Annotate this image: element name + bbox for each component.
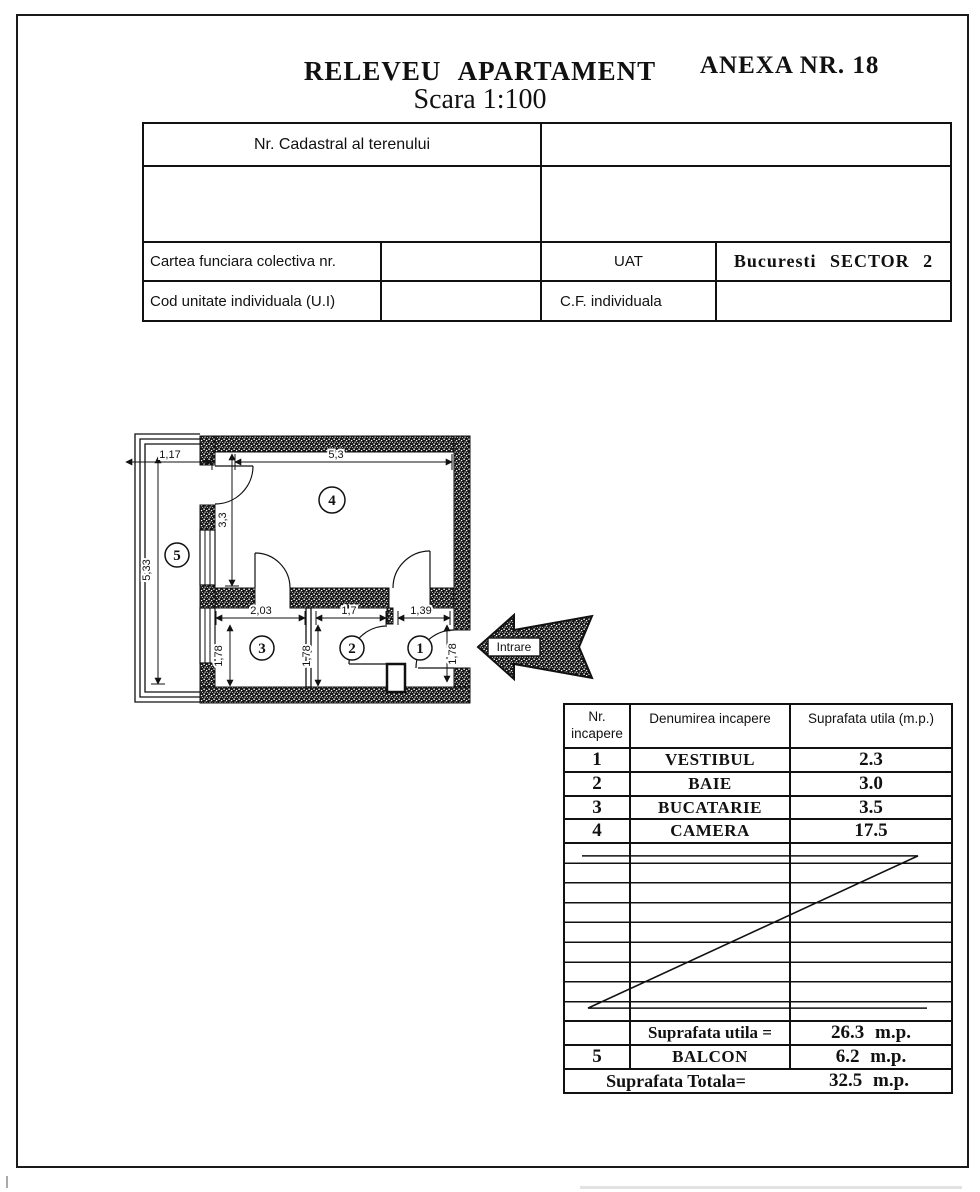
table-row	[565, 773, 951, 797]
utila-value: 26.3 m.p.	[831, 1022, 911, 1043]
dim-baie-height: 1,78	[301, 645, 313, 667]
room-marker-3	[250, 636, 274, 660]
page-title: RELEVEU APARTAMENT	[303, 56, 657, 86]
row-name: BUCATARIE	[631, 797, 791, 818]
balcon-nr: 5	[565, 1046, 631, 1068]
dimension-ticks	[135, 454, 452, 684]
camera-door	[393, 551, 430, 588]
row-nr: 1	[565, 749, 631, 771]
totala-value: 32.5 m.p.	[829, 1070, 909, 1091]
cartea-funciara-value-cell	[382, 243, 542, 282]
dim-camera-height: 3,3	[217, 512, 229, 528]
svg-text:1: 1	[416, 641, 424, 657]
row-name: CAMERA	[631, 820, 791, 842]
svg-text:5: 5	[173, 548, 181, 564]
cadastral-value-cell	[542, 124, 950, 167]
svg-text:4: 4	[328, 493, 336, 509]
areas-header-row	[565, 705, 951, 749]
balcony-door	[215, 466, 253, 504]
row-nr: 4	[565, 820, 631, 842]
table-row	[565, 749, 951, 773]
cf-individuala-label-cell: C.F. individuala	[542, 282, 717, 320]
bucatarie-door	[255, 553, 290, 588]
dim-balcony-height: 5,33	[141, 559, 153, 581]
row-area: 17.5	[854, 820, 888, 841]
totala-label: Suprafata Totala=	[606, 1070, 746, 1091]
uat-value-cell: Bucuresti SECTOR 2	[717, 243, 950, 282]
cancellation-z-line	[565, 844, 951, 1020]
balcon-row	[565, 1046, 951, 1070]
empty-row-right-cell	[542, 167, 950, 243]
room-areas-table	[563, 703, 953, 1094]
entrance-arrow	[478, 615, 592, 679]
header-suprafata: Suprafata utila (m.p.)	[807, 711, 935, 726]
room-marker-1	[408, 636, 432, 660]
scan-artifact	[580, 1186, 962, 1189]
dim-baie-width: 1,7	[341, 605, 357, 617]
cf-individuala-value-cell	[717, 282, 950, 320]
header-nr-incapere: Nr. incapere	[565, 705, 631, 747]
scale-subtitle: Scara 1:100	[413, 84, 547, 115]
room-marker-2	[340, 636, 364, 660]
table-row	[565, 820, 951, 844]
row-area: 3.0	[859, 773, 883, 794]
cadastral-label-cell: Nr. Cadastral al terenului	[144, 124, 542, 167]
room-marker-5	[165, 543, 189, 567]
cod-unitate-value-cell	[382, 282, 542, 320]
dim-bucatarie-width: 2,03	[250, 605, 272, 617]
dim-vestibul-height: 1,78	[447, 643, 459, 665]
annex-number: ANEXA NR. 18	[700, 52, 880, 79]
table-row	[565, 797, 951, 820]
room-marker-4	[319, 487, 345, 513]
row-area: 3.5	[859, 796, 883, 818]
cartea-funciara-label-cell: Cartea funciara colectiva nr.	[144, 243, 382, 282]
window-upper	[200, 530, 215, 585]
suprafata-totala-row	[565, 1070, 951, 1092]
utila-empty-cell	[565, 1022, 631, 1044]
empty-row-left-cell	[144, 167, 542, 243]
row-name: BAIE	[631, 773, 791, 795]
balcon-name: BALCON	[631, 1046, 791, 1068]
svg-text:2: 2	[348, 641, 356, 657]
suprafata-utila-row	[565, 1022, 951, 1046]
entrance-label: Intrare	[496, 640, 532, 654]
balcon-value: 6.2 m.p.	[835, 1046, 907, 1067]
blank-ruled-section	[565, 844, 951, 1022]
svg-text:3: 3	[258, 641, 266, 657]
row-area: 2.3	[859, 749, 883, 770]
header-denumirea: Denumirea incapere	[631, 705, 791, 747]
row-name: VESTIBUL	[631, 749, 791, 771]
dim-camera-width: 5,3	[328, 449, 344, 461]
floor-plan	[118, 418, 608, 718]
scan-artifact	[6, 1176, 8, 1188]
dim-bucatarie-height: 1,78	[213, 645, 225, 667]
dim-vestibul-width: 1,39	[410, 605, 432, 617]
uat-label-cell: UAT	[542, 243, 717, 282]
row-nr: 2	[565, 773, 631, 795]
dimension-lines	[126, 454, 452, 686]
row-nr: 3	[565, 797, 631, 818]
utila-label: Suprafata utila =	[631, 1022, 791, 1044]
dim-balcony-width: 1,17	[159, 449, 181, 461]
cod-unitate-label-cell: Cod unitate individuala (U.I)	[144, 282, 382, 320]
cadastral-form-table	[142, 122, 952, 322]
duct-box	[387, 664, 405, 692]
